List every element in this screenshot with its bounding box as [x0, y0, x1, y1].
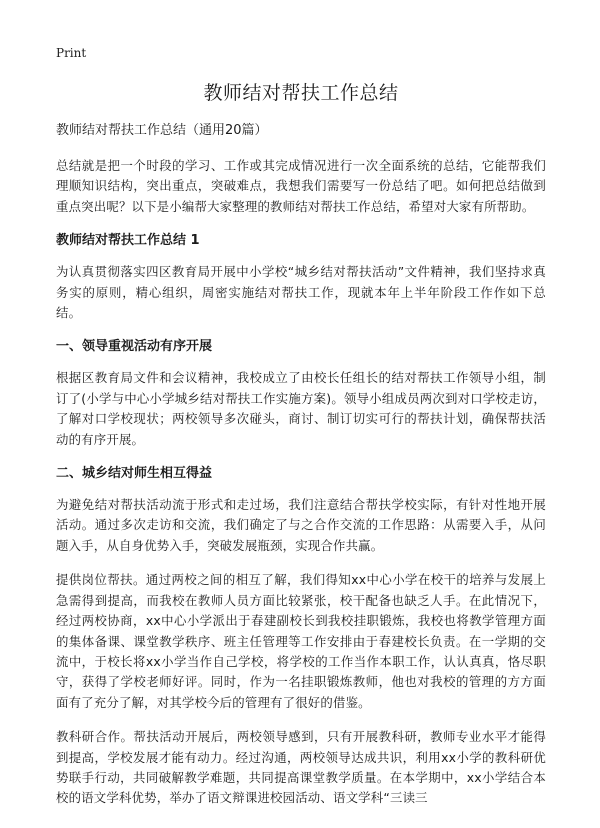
section-heading: 教师结对帮扶工作总结 1 [56, 233, 200, 249]
part1-paragraph: 根据区教育局文件和会议精神，我校成立了由校长任组长的结对帮扶工作领导小组，制订了(小学与中心小学城乡结对帮扶工作实施方案)。领导小组成员两次到对口学校走访，了解对口学校现状；两校领导多次碰头，商讨、制订切实可行的帮扶计划，确保帮扶活动的有序开展。 [56, 370, 546, 447]
part2-paragraph-1: 为避免结对帮扶活动流于形式和走过场，我们注意结合帮扶学校实际，有针对性地开展活动。通过多次走访和交流，我们确定了与之合作交流的工作思路：从需要入手，从问题入手，从自身优势入手，突破发展瓶颈，实现合作共赢。 [56, 497, 546, 553]
part2-heading: 二、城乡结对师生相互得益 [56, 466, 213, 482]
part2-paragraph-3: 教科研合作。帮扶活动开展后，两校领导感到，只有开展教科研，教师专业水平才能得到提高，学校发展才能有动力。经过沟通，两校领导达成共识，利用xx小学的教科研优势联手行动，共同破解教学难题，共同提高课堂教学质量。在本学期中，xx小学结合本校的语文学科优势，举办了语文辩课进校园活动、语文学科“三读三 [56, 729, 546, 806]
print-link[interactable]: Print [56, 46, 87, 60]
part2-paragraph-2: 提供岗位帮扶。通过两校之间的相互了解，我们得知xx中心小学在校干的培养与发展上急需得到提高，而我校在教师人员方面比较紧张，校干配备也缺乏人手。在此情况下，经过两校协商，xx中心小学派出于春建副校长到我校挂职锻炼，我校也将教学管理方面的集体备课、课堂教学秩序、班主任管理等工作安排由于春建校长负责。在一学期的交流中，于校长将xx小学当作自己学校，将学校的工作当作本职工作，认认真真，恪尽职守，获得了学校老师好评。同时，作为一名挂职锻炼教师，他也对我校的管理的方方面面有了充分了解，对其学校今后的管理有了很好的借鉴。 [56, 572, 546, 710]
section-paragraph: 为认真贯彻落实四区教育局开展中小学校“城乡结对帮扶活动”文件精神，我们坚持求真务实的原则，精心组织，周密实施结对帮扶工作，现就本年上半年阶段工作作如下总结。 [56, 264, 546, 321]
document-body [56, 74, 546, 823]
document-subtitle: 教师结对帮扶工作总结（通用20篇） [56, 123, 268, 138]
part1-heading: 一、领导重视活动有序开展 [56, 339, 213, 355]
intro-paragraph: 总结就是把一个时段的学习、工作或其完成情况进行一次全面系统的总结，它能帮我们理顺知识结构，突出重点，突破难点，我想我们需要写一份总结了吧。如何把总结做到重点突出呢？以下是小编帮大家整理的教师结对帮扶工作总结，希望对大家有所帮助。 [56, 158, 546, 214]
document-title: 教师结对帮扶工作总结 [203, 82, 399, 104]
